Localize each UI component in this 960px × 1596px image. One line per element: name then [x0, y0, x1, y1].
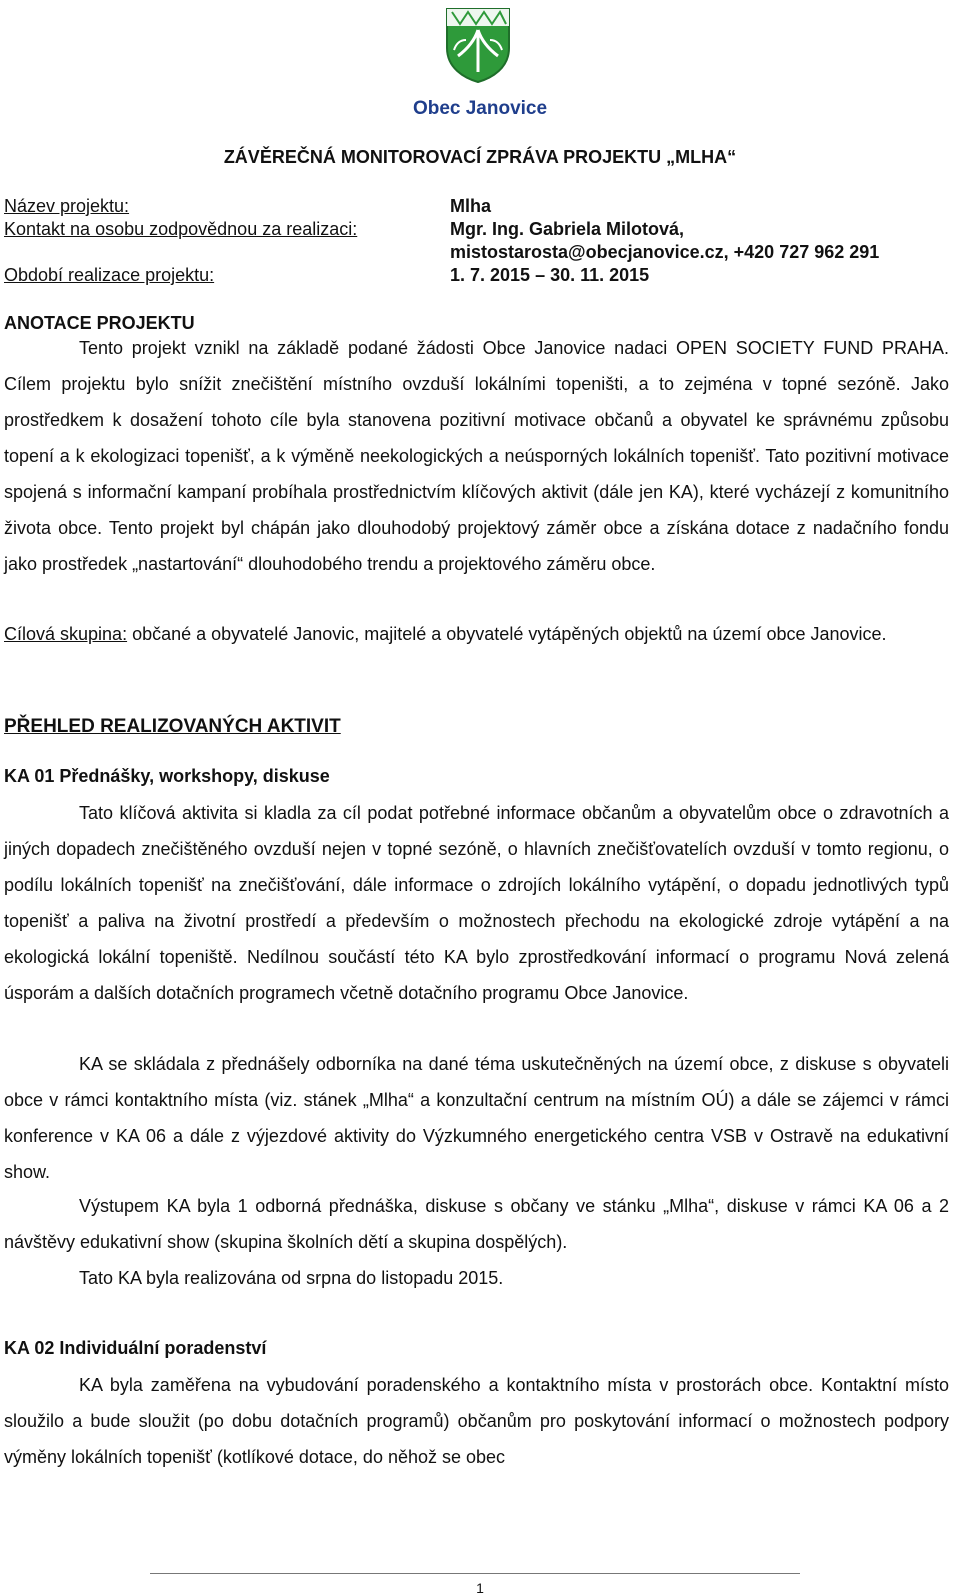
contact-value-name: Mgr. Ing. Gabriela Milotová,	[450, 219, 685, 239]
report-title: ZÁVĚREČNÁ MONITOROVACÍ ZPRÁVA PROJEKTU „MLHA“	[223, 147, 737, 167]
annotation-paragraph: Tento projekt vznikl na základě podané žádosti Obce Janovice nadaci OPEN SOCIETY FUND PRAHA. Cílem projektu bylo snížit znečištění místního ovzduší lokálními topeništi, a to zejména v topné sezóně. Jako prostředkem k dosažení tohoto cíle byla stanovena pozitivní motivace občanů a obyvatel ke správnému způsobu topení a k ekologizaci topenišť, a k výměně neekologických a neúsporných lokálních topenišť. Tato pozitivní motivace spojená s informační kampaní probíhala prostřednictvím klíčových aktivit (dále jen KA), které vycházejí z komunitního života obce. Tento projekt byl chápán jako dlouhodobý projektový záměr obce a získána dotace z nadačního fondu jako prostředek „nastartování“ dlouhodobého trendu a projektového záměru obce.	[4, 338, 949, 574]
target-group-text: občané a obyvatelé Janovic, majitelé a obyvatelé vytápěných objektů na území obce Janovice.	[127, 624, 887, 644]
activities-heading: PŘEHLED REALIZOVANÝCH AKTIVIT	[4, 716, 341, 737]
contact-row	[4, 218, 949, 241]
contact-label: Kontakt na osobu zodpovědnou za realizaci:	[4, 219, 358, 239]
target-group-paragraph	[4, 616, 949, 652]
ka02-paragraph-1: KA byla zaměřena na vybudování poradenského a kontaktního místa v prostorách obce. Kontaktní místo sloužilo a bude sloužit (po dobu dotačních programů) občanům pro poskytování informací o možnostech podpory výměny lokálních topenišť (kotlíkové dotace, do něhož se obec	[4, 1375, 949, 1467]
annotation-heading: ANOTACE PROJEKTU	[4, 313, 195, 333]
period-label: Období realizace projektu:	[4, 265, 215, 285]
project-info-block	[4, 195, 949, 287]
ka01-paragraph-1: Tato klíčová aktivita si kladla za cíl podat potřebné informace občanům a obyvatelům obce o zdravotních a jiných dopadech znečištěného ovzduší nejen v topné sezóně, o hlavních znečišťovatelích ovzduší v tomto regionu, o podílu lokálních topenišť na znečišťování, dále informace o zdrojích lokálního vytápění, o dopadu jednotlivých typů topenišť a paliva na životní prostředí a především o možnostech přechodu na ekologické zdroje vytápění a na ekologická lokální topeniště. Nedílnou součástí této KA bylo zprostředkování informací o programu Nová zelená úsporám a dalších dotačních programech včetně dotačního programu Obce Janovice.	[4, 803, 949, 1003]
footer-divider	[150, 1573, 800, 1574]
period-row	[4, 264, 949, 287]
project-name-value: Mlha	[450, 196, 492, 216]
ka02-heading: KA 02 Individuální poradenství	[4, 1338, 267, 1358]
ka01-heading: KA 01 Přednášky, workshopy, diskuse	[4, 766, 330, 786]
project-name-row	[4, 195, 949, 218]
ka01-paragraph-2: KA se skládala z přednášely odborníka na dané téma uskutečněných na území obce, z diskuse s obyvateli obce v rámci kontaktního místa (viz. stánek „Mlha“ a konzultační centrum na místním OÚ) a dále se zájemci v rámci konference v KA 06 a dále z výjezdové aktivity do Výzkumného energetického centra VSB v Ostravě na edukativní show.	[4, 1054, 949, 1182]
target-group-label: Cílová skupina:	[4, 624, 128, 644]
page-number: 1	[476, 1580, 484, 1596]
coat-of-arms-icon	[444, 6, 512, 84]
ka01-paragraph-3: Výstupem KA byla 1 odborná přednáška, diskuse s občany ve stánku „Mlha“, diskuse v rámci KA 06 a 2 návštěvy edukativní show (skupina školních dětí a skupina dospělých).	[4, 1196, 949, 1252]
ka01-paragraph-4: Tato KA byla realizována od srpna do listopadu 2015.	[79, 1268, 504, 1288]
organization-name: Obec Janovice	[412, 98, 548, 119]
info-label-spacer	[4, 241, 450, 264]
period-value: 1. 7. 2015 – 30. 11. 2015	[450, 265, 650, 285]
project-name-label: Název projektu:	[4, 196, 130, 216]
contact-row-2	[4, 241, 949, 264]
contact-value-email-phone: mistostarosta@obecjanovice.cz, +420 727 962 291	[450, 242, 880, 262]
